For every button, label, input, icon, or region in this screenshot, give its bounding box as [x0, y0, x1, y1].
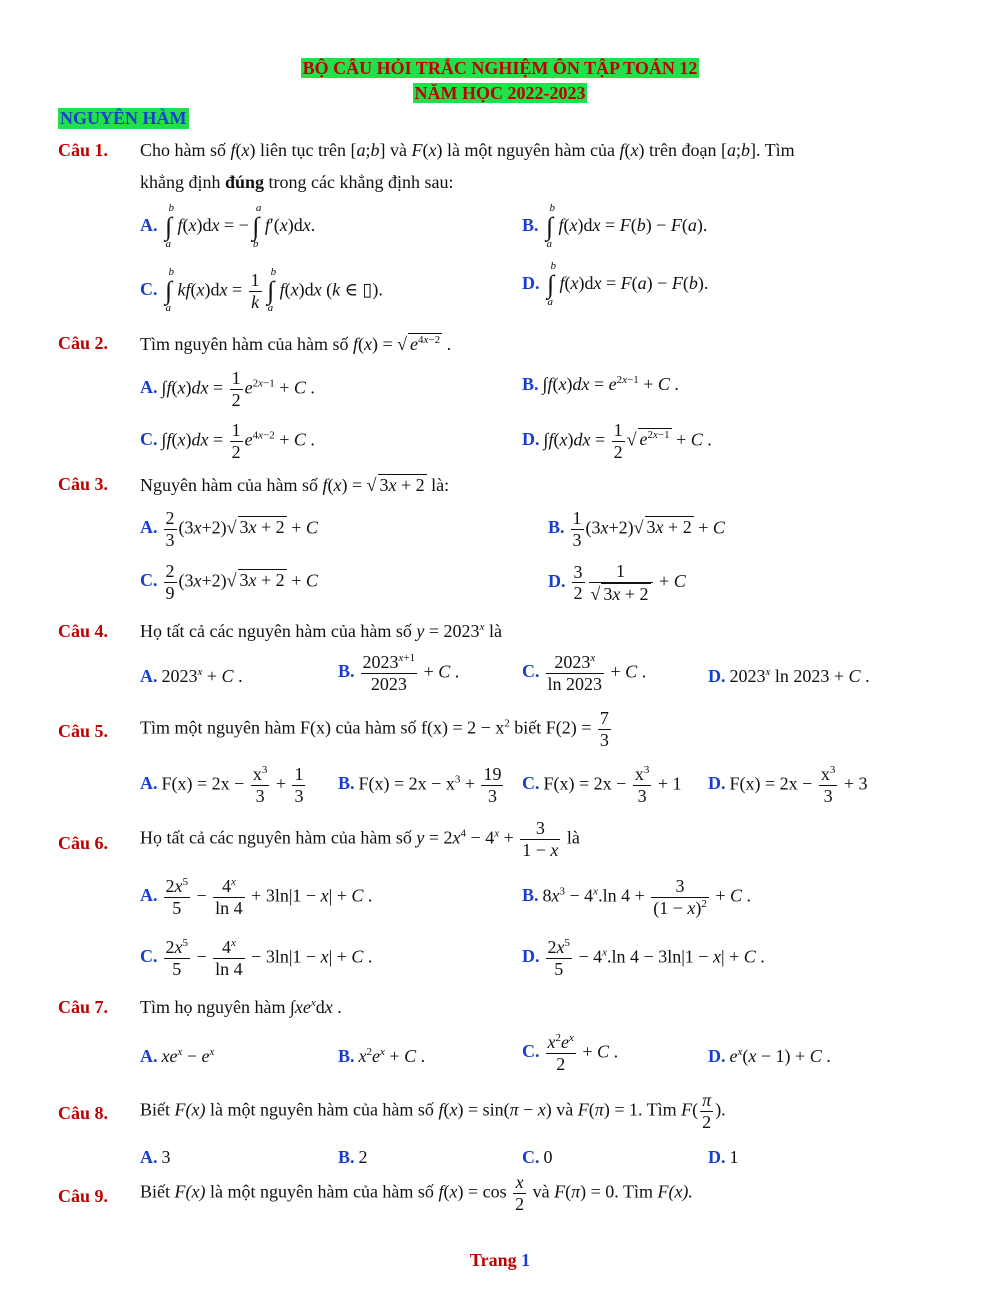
q1-option-b: B. ∫ b a f(x)dx = F(b) − F(a).	[522, 202, 708, 250]
q3-option-d: D. $\frac{3}{2}$ $\frac{1}{√ 3x + 2}$ + C	[548, 561, 686, 604]
q5-option-a: A. F(x) = 2x − $\frac{x^3}{3}$ + $\frac{1}{3}$	[140, 764, 304, 806]
question-1-text-line2: khẳng định đúng trong các khẳng định sau:	[140, 172, 454, 192]
question-4-text: Họ tất cả các nguyên hàm của hàm số $y = 2023^x$ là	[140, 621, 502, 641]
q2-option-c: C. ∫f(x)dx = $\frac{1}{2}$ $e^{4x-2} + C$ .	[140, 420, 315, 462]
question-5-label: Câu 5.	[58, 721, 109, 741]
q5-option-c: C. F(x) = 2x − $\frac{x^3}{3}$ + 1	[522, 764, 682, 806]
q1-option-d: D. ∫ b a f(x)dx = F(a) − F(b).	[522, 260, 709, 308]
q1-option-a: A. ∫ b a f(x)dx = − ∫ a b f′(x)dx.	[140, 202, 316, 250]
question-8-label: Câu 8.	[58, 1103, 109, 1123]
question-6-label: Câu 6.	[58, 833, 109, 853]
question-8-text: Biết F(x) là một nguyên hàm của hàm số f(x) = sin(π − x) và F(π) = 1. Tìm F( $\frac{\pi}{2}$ ).	[140, 1090, 726, 1132]
q8-option-b: B. 2	[338, 1147, 368, 1167]
doc-title-line1: BỘ CÂU HỎI TRẮC NGHIỆM ÔN TẬP TOÁN 12	[302, 58, 698, 78]
question-5-text: Tìm một nguyên hàm F(x) của hàm số $f(x) = 2 - x^2$ biết F(2) = $\frac{7}{3}$	[140, 708, 609, 750]
question-2-text: Tìm nguyên hàm của hàm số f(x) = √ $e^{4x-2}$ .	[140, 334, 452, 354]
question-1-label: Câu 1.	[58, 140, 109, 160]
q5-option-b: B. $F(x) = 2x - x^3$ + $\frac{19}{3}$	[338, 764, 502, 806]
question-7-label: Câu 7.	[58, 997, 109, 1017]
q4-option-b: B. $\frac{2023^{x+1}}{2023}$ + C .	[338, 652, 460, 694]
question-2-label: Câu 2.	[58, 333, 109, 353]
q7-option-c: C. $\frac{x^2e^x}{2}$ + C .	[522, 1032, 619, 1074]
q4-option-d: D. 2023$^x$ ln 2023 + C .	[708, 666, 870, 686]
q4-option-a: A. $2023^x + C$ .	[140, 666, 243, 686]
q6-option-c: C. $\frac{2x^5}{5}$ − $\frac{4^x}{\ln 4}$ − 3ln|1 − x| + C .	[140, 937, 373, 979]
q8-option-a: A. 3	[140, 1147, 171, 1167]
q6-option-a: A. $\frac{2x^5}{5}$ − $\frac{4^x}{\ln 4}$ + 3ln|1 − x| + C .	[140, 876, 373, 918]
q8-option-c: C. 0	[522, 1147, 553, 1167]
q7-option-b: B. $x^2e^x + C$ .	[338, 1046, 426, 1066]
page-footer: Trang 1	[469, 1250, 531, 1270]
q5-option-d: D. F(x) = 2x − $\frac{x^3}{3}$ + 3	[708, 764, 868, 806]
question-7-text: Tìm họ nguyên hàm $\int xe^xdx$ .	[140, 997, 342, 1017]
doc-title-line2: NĂM HỌC 2022-2023	[414, 83, 586, 103]
q7-option-a: A. $xe^x - e^x$	[140, 1046, 215, 1066]
q6-option-b: B. $8x^3 - 4^x.\ln$ 4 + $\frac{3}{(1 - x)^2}$ + C .	[522, 876, 752, 918]
section-heading: NGUYÊN HÀM	[60, 108, 187, 128]
question-9-label: Câu 9.	[58, 1186, 109, 1206]
q7-option-d: D. $e^x(x - 1) + C$ .	[708, 1046, 831, 1066]
q3-option-c: C. $\frac{2}{9}$ (3x+2)√ 3x + 2 + C	[140, 561, 318, 603]
q3-option-a: A. $\frac{2}{3}$ (3x+2)√ 3x + 2 + C	[140, 508, 318, 550]
q1-option-c: C. ∫ b a kf(x)dx = $\frac{1}{k}$ ∫ b a f(x)dx (k ∈ ▯).	[140, 266, 383, 315]
q2-option-a: A. ∫f(x)dx = $\frac{1}{2}$ $e^{2x-1} + C$ .	[140, 368, 315, 410]
q3-option-b: B. $\frac{1}{3}$ (3x+2)√ 3x + 2 + C	[548, 508, 725, 550]
q2-option-d: D. ∫f(x)dx = $\frac{1}{2}$ √ $e^{2x-1} + C$ .	[522, 420, 712, 462]
q4-option-c: C. $\frac{2023^x}{\ln 2023}$ + C .	[522, 652, 647, 694]
question-3-text: Nguyên hàm của hàm số f(x) = √ 3x + 2 là:	[140, 475, 450, 495]
question-4-label: Câu 4.	[58, 621, 109, 641]
question-6-text: Họ tất cả các nguyên hàm của hàm số $y = 2x^4 - 4^x$ + $\frac{3}{1 - x}$ là	[140, 818, 580, 860]
question-3-label: Câu 3.	[58, 474, 109, 494]
question-1-text: Cho hàm số f(x) liên tục trên [a;b] và F(x) là một nguyên hàm của f(x) trên đoạn [a;b]. Tìm	[140, 140, 795, 160]
question-9-text: Biết F(x) là một nguyên hàm của hàm số f(x) = cos $\frac{x}{2}$ và F(π) = 0. Tìm F(x).	[140, 1172, 693, 1214]
q6-option-d: D. $\frac{2x^5}{5}$ − $4^x.\ln$ 4 − 3ln|1 − x| + C .	[522, 937, 765, 979]
q2-option-b: B. $\int f(x)dx = e^{2x-1} + C$ .	[522, 374, 679, 394]
q8-option-d: D. 1	[708, 1147, 739, 1167]
